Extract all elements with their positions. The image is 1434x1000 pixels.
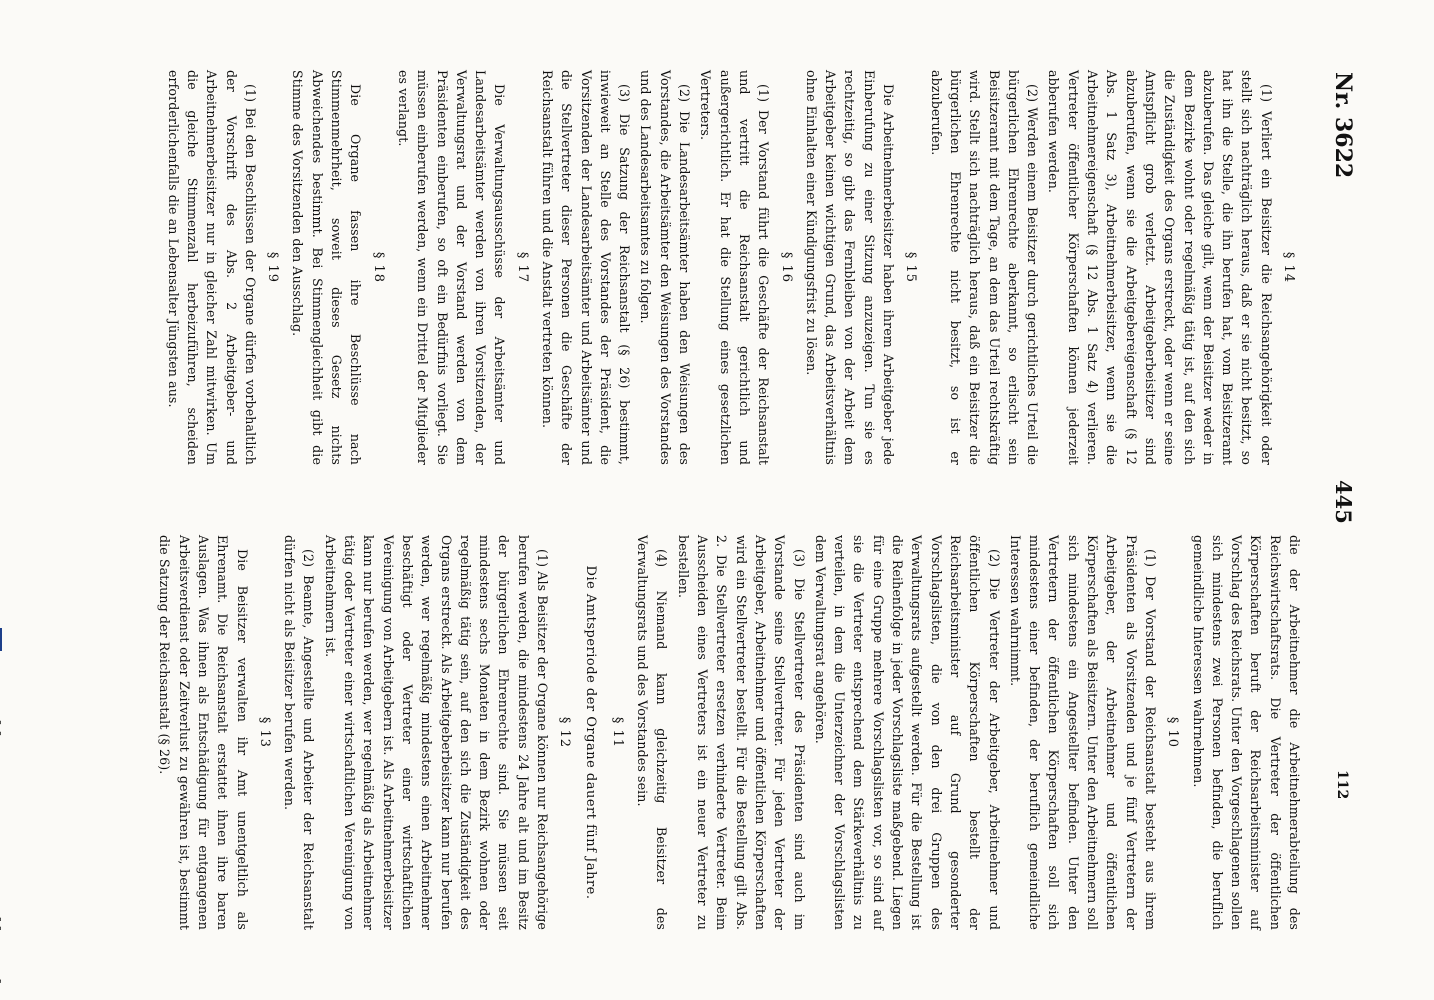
section-10-title: § 10 <box>1165 716 1181 749</box>
section-16-para-1: (1) Der Vorstand führt die Geschäfte der Reichsanstalt und vertritt die Reichsanstalt gerichtlich und außergerichtlich. Er hat die Stellung eines gesetzlichen Vertreters. <box>698 70 772 465</box>
section-12-title: § 12 <box>557 716 573 749</box>
section-11-title: § 11 <box>609 716 625 749</box>
section-18-para-1: Die Organe fassen ihre Beschlüsse nach Stimmenmehrheit, soweit dieses Gesetz nichts Abweichendes bestimmt. Bei Stimmengleichheit gibt die Stimme des Vorsitzenden den Ausschlag. <box>290 70 364 465</box>
section-15-para-1: Die Arbeitnehmerbeisitzer haben ihrem Arbeitgeber jede Einberufung zu einer Sitzung anzuzeigen. Tun sie es rechtzeitig, so gibt das Fernbleiben von der Arbeit dem Arbeitgeber keinen wichtigen Grund, das Arbeitsverhältnis ohne Einhalten einer Kündigungsfrist zu lösen. <box>803 70 897 465</box>
section-19-title: § 19 <box>265 251 281 284</box>
dfg-logo-icon <box>0 628 2 652</box>
section-17-title: § 17 <box>514 251 530 284</box>
section-16-para-3: (3) Die Satzung der Reichsanstalt (§ 26) bestimmt, inwieweit an Stelle des Vorstandes der Präsident, die Vorsitzenden der Landesarbeitsämter und Arbeitsämter und die Stellvertreter dieser Personen die Geschäfte der Reichsanstalt führen und die Anstalt vertreten können. <box>540 70 633 465</box>
intro-paragraph: die der Arbeitnehmer die Arbeitnehmerabteilung des Reichswirtschaftsrats. Die Vertreter der öffentlichen Körperschaften beruft der Reichsarbeitsminister auf Vorschlag des Reichsrats. Unter den Vorgeschlagenen sollen sich mindestens zwei Personen befinden, die beruflich gemeindliche Interessen wahrnehmen. <box>1190 535 1302 930</box>
right-column <box>153 535 1304 930</box>
section-14-para-2: (2) Werden einem Beisitzer durch gerichtliches Urteil die bürgerlichen Ehrenrechte aberkannt, so erlischt sein Beisitzeramt mit dem Tage, an dem das Urteil rechtskräftig wird. Stellt sich nachträglich heraus, daß ein Beisitzer die bürgerlichen Ehrenrechte nicht besitzt, so ist er abzuberufen. <box>928 70 1041 465</box>
section-13-title: § 13 <box>256 716 272 749</box>
page-marker: 112 <box>1334 770 1350 800</box>
section-16-para-2: (2) Die Landesarbeitsämter haben den Weisungen des Vorstandes, die Arbeitsämter den Weisungen des Vorstandes und des Landesarbeitsamtes zu folgen. <box>638 70 693 465</box>
section-10-para-4: (4) Niemand kann gleichzeitig Beisitzer des Verwaltungsrats und des Vorstandes sein. <box>635 535 670 930</box>
section-10-para-1: (1) Der Vorstand der Reichsanstalt besteht aus ihrem Präsidenten als Vorsitzenden und je fünf Vertretern der Arbeitgeber, der Arbeitnehmer und öffentlichen Körperschaften als Beisitzern. Unter den Arbeitnehmern soll sich mindestens ein Angestellter befinden. Unter den Vertretern der öffentlichen Körperschaften soll sich mindestens einer befinden, der beruflich gemeindliche Interessen wahrnimmt. <box>1007 535 1158 930</box>
section-14-title: § 14 <box>1281 251 1296 284</box>
section-12-para-2: (2) Beamte, Angestellte und Arbeiter der Reichsanstalt dürfen nicht als Beisitzer berufen werden. <box>282 535 317 930</box>
section-18-title: § 18 <box>370 251 386 284</box>
section-17-para-1: Die Verwaltungsausschüsse der Arbeitsämter und Landesarbeitsämter werden von ihren Vorsitzenden, der Verwaltungsrat und der Vorstand werden von dem Präsidenten einberufen, so oft ein Bedürfnis vorliegt. Sie müssen einberufen werden, wenn ein Drittel der Mitglieder es verlangt. <box>395 70 508 465</box>
digitization-credit-text-wrapper <box>0 594 4 994</box>
section-14-para-1: (1) Verliert ein Beisitzer die Reichsangehörigkeit oder stellt sich nachträglich heraus, daß er sie nicht besitzt, so hat ihn die Stelle, die ihn berufen hat, vom Beisitzeramt abzuberufen. Das gleiche gilt, wenn der Beisitzer weder in dem Bezirke wohnt oder regelmäßig tätig ist, auf den sich die Zuständigkeit des Organs erstreckt, oder wenn er seine Amtspflicht grob verletzt. Arbeitgeberbeisitzer sind abzuberufen, wenn sie die Arbeitgebereigenschaft (§ 12 Abs. 1 Satz 3), Arbeitnehmerbeisitzer, wenn sie die Arbeitnehmereigenschaft (§ 12 Abs. 1 Satz 4) verlieren. Vertreter öffentlicher Körperschaften können jederzeit abberufen werden. <box>1046 70 1274 465</box>
section-10-para-3: (3) Die Stellvertreter des Präsidenten sind auch im Vorstande seine Stellvertreter. Für jeden Vertreter der Arbeitgeber, Arbeitnehmer und öffentlichen Körperschaften wird ein Stellvertreter bestellt. Für die Bestellung gilt Abs. 2. Die Stellvertreter ersetzen verhinderte Vertreter. Beim Ausscheiden eines Vertreters ist ein neuer Vertreter zu bestellen. <box>675 535 807 930</box>
section-19-para-1: (1) Bei den Beschlüssen der Organe dürfen vorbehaltlich der Vorschrift des Abs. 2 Arbeitgeber- und Arbeitnehmerbeisitzer nur in gleicher Zahl mitwirken. Um die gleiche Stimmenzahl herbeizuführen, scheiden erforderlichenfalls die an Lebensalter Jüngsten aus. <box>165 70 258 465</box>
credit-text <box>0 654 2 994</box>
document-number: Nr. 3622 <box>1330 72 1356 179</box>
section-12-para-1: (1) Als Beisitzer der Organe können nur Reichsangehörige berufen werden, die mindestens 24 Jahre alt und im Besitz der bürgerlichen Ehrenrechte sind. Sie müssen seit mindestens sechs Monaten in dem Bezirk wohnen oder regelmäßig tätig sein, auf den sich die Zuständigkeit des Organs erstreckt. Als Arbeitgeberbeisitzer kann nur berufen werden, wer regelmäßig mindestens einen Arbeitnehmer beschäftigt oder Vertreter einer wirtschaftlichen Vereinigung von Arbeitgebern ist. Als Arbeitnehmerbeisitzer kann nur berufen werden, wer regelmäßig als Arbeitnehmer tätig oder Vertreter einer wirtschaftlichen Vereinigung von Arbeitnehmern ist. <box>322 535 551 930</box>
section-11-heading: Die Amtsperiode der Organe dauert fünf Jahre. <box>582 565 598 900</box>
section-15-title: § 15 <box>903 251 919 284</box>
section-16-title: § 16 <box>778 251 794 284</box>
section-13-para-1: Die Beisitzer verwalten ihr Amt unentgeltlich als Ehrenamt. Die Reichsanstalt erstattet ihnen ihre baren Auslagen. Was ihnen als Entschädigung für entgangenen Arbeitsverdienst oder Zeitverlust zu gewähren ist, bestimmt die Satzung der Reichsanstalt (§ 26). <box>157 535 250 930</box>
page-number: 445 <box>1331 480 1356 524</box>
section-10-para-2: (2) Die Vertreter der Arbeitgeber, Arbeitnehmer und öffentlichen Körperschaften bestellt der Reichsarbeitsminister auf Grund gesonderter Vorschlagslisten, die von den drei Gruppen des Verwaltungsrats aufgestellt werden. Für die Bestellung ist die Reihenfolge in jeder Vorschlagsliste maßgebend. Liegen für eine Gruppe mehrere Vorschlagslisten vor, so sind auf sie die Vertreter entsprechend dem Stärkeverhältnis zu verteilen, in dem die Unterzeichner der Vorschlagslisten dem Verwaltungsrat angehören. <box>812 535 1002 930</box>
digitization-credit <box>4 594 20 994</box>
left-column <box>161 70 1304 465</box>
